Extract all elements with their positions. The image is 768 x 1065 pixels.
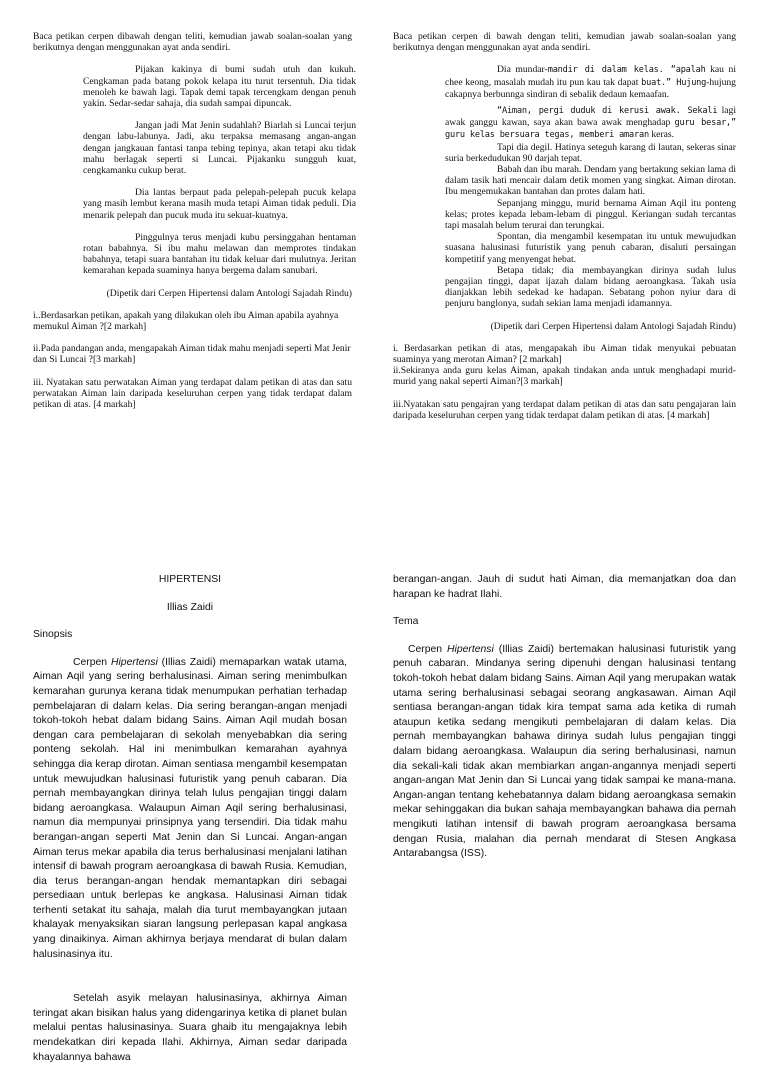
sinopsis-heading: Sinopsis [33,629,73,641]
right-excerpt-paragraph: Babah dan ibu marah. Dendam yang bertakung sekian lama di dalam tasik hati mencair dalam detik momen yang singkat. Aiman dirotan. Ibu mengemukakan bantahan dan protes dalam hati. [445,164,736,198]
right-excerpt-paragraph: “Aiman, pergi duduk di kerusi awak. Sekali lagi awak ganggu kawan, saya akan bawa awak menghadap guru besar,” guru kelas bersuara tegas, memberi amaran keras. [445,105,737,141]
right-excerpt-paragraph: Betapa tidak; dia membayangkan dirinya sudah lulus pengajian tinggi, dapat ijazah dalam bidang aeroangkasa. Takah usia dianjakkan lebih sedekad ke hadapan. Sebatang pohon nyiur dara di penjuru banglonya, sudah sekian lama menjadi idamannya. [445,264,736,310]
left-excerpt-paragraph: Dia lantas berpaut pada pelepah-pelepah pucuk kelapa yang masih lembut kerana masih muda tetapi Aiman tidak peduli. Dia menarik pelepah dan pucuk muda itu sekuat-kuatnya. [83,187,356,221]
right-excerpt-paragraph: Sepanjang minggu, murid bernama Aiman Aqil itu ponteng kelas; protes kepada lebam-lebam di pinggul. Keriangan sudah tercantas tapi masalah belum terurai dan terungkai. [445,197,736,232]
notes-right-column [393,573,736,862]
right-exercise [393,31,736,421]
handwritten-annotation: “Aiman, pergi duduk di kerusi awak. Sekali [497,106,718,117]
handwritten-annotation: mandir di dalam kelas. “apalah [547,65,706,76]
left-excerpt-paragraph: Pinggulnya terus menjadi kubu persinggahan hentaman rotan babahnya. Si ibu mahu melawan dan memprotes tindakan babahnya, tetapi suara bantahan itu tidak keluar dari mulutnya. Jeritan kemarahan kepada suaminya hanya bergema dalam sanubari. [83,231,356,277]
right-question-1: i. Berdasarkan petikan di atas, mengapakah ibu Aiman tidak menyukai pebuatan suaminya yang merotan Aiman? [2 markah] [393,342,736,366]
right-excerpt-paragraph: Dia mundar-mandir di dalam kelas. “apalah kau ni chee keong, masalah mudah itu pun kau tak dapat buat.” Hujung-hujung cakapnya berbunnga sindiran di sebalik dedaun kemaafan. [445,64,736,100]
left-question-3: iii. Nyatakan satu perwatakan Aiman yang terdapat dalam petikan di atas dan satu perwatakan Aiman lain daripada keseluruhan cerpen yang tidak terdapat dalam petikan di atas. [4 markah] [33,376,352,411]
right-excerpt [445,64,736,309]
notes-left-column [33,573,347,1065]
right-excerpt-paragraph: Spontan, dia mengambil kesempatan itu untuk mewujudkan suasana halusinasi futuristik yang penuh cabaran, disaluti persaingan kompetitif yang menyengat hebat. [445,231,736,265]
sinopsis-paragraph: Setelah asyik melayan halusinasinya, akhirnya Aiman teringat akan bisikan halus yang didengarinya ketika di planet bulan melalui pentas halusinasinya. Suara ghaib itu mengajaknya lebih mendekatkan diri kepada Ilahi. Akhirnya, Aiman sedar daripada khayalannya bahawa [33,993,347,1063]
left-exercise [33,31,356,411]
story-title: HIPERTENSI [158,574,222,585]
left-source: (Dipetik dari Cerpen Hipertensi dalam Antologi Sajadah Rindu) [106,287,352,299]
left-excerpt-paragraph: Pijakan kakinya di bumi sudah utuh dan kukuh. Cengkaman pada batang pokok kelapa itu turut tersentuh. Dia tidak menoleh ke bawah lagi. Tapak demi tapak tercengkam dengan penuh yakin. Sedar-sedar sahaja, dia sudah sampai dipuncak. [83,64,356,110]
sinopsis-paragraph: Cerpen Hipertensi (Illias Zaidi) memaparkan watak utama, Aiman Aqil yang sering berhalusinasi. Aiman sering menimbulkan kemarahan gurunya kerana tidak menumpukan perhatian terhadap pembelajaran di dalam kelas. Dia sering berangan-angan menjadi tokoh-tokoh hebat dalam bidang Sains. Aiman Aqil mudah bosan dengan cara pembelajaran di sekolah menyebabkan dia sering ponteng sekolah. Hal ini menimbulkan kemarahan ayahnya sehingga dia kerap dirotan. Aiman sentiasa mengambil kesempatan untuk mewujudkan halusinasi futuristik yang penuh cabaran. Dia pernah membayangkan dirinya telah lulus pengajian tinggi dalam bidang aeroangkasa. Walaupun Aiman Aqil sering berhalusinasi, namun dia mempunyai prinsipnya yang tersendiri. Dia tidak mahu berangan-angan seperti Mat Jenin dan Si Luncai. Angan-angan Aiman terus mekar apabila dia terus berhalusinasi menjalani latihan intensif di bawah program aeroangkasa di bawah Rusia. Kemudian, dia terus berangan-angan hendak memantapkan diri sebagai persediaan untuk berlepas ke angkasa. Halusinasi Aiman tidak terhenti setakat itu sahaja, malah dia turut membayangkan jutaan khalayak menyaksikan siaran langsung perlepasan kapal angkasa yang dinaikinya. Aiman akhirnya berjaya mendarat di bulan dalam halusinasinya itu. [33,656,348,960]
right-question-3: iii.Nyatakan satu pengajran yang terdapat dalam petikan di atas dan satu pengajaran lain daripada keseluruhan cerpen yang tidak terdapat dalam petikan di atas. [4 markah] [393,398,736,421]
handwritten-annotation: guru besar,” guru kelas bersuara tegas, memberi amaran [445,118,737,141]
left-question-2: ii.Pada pandangan anda, mengapakah Aiman tidak mahu menjadi seperti Mat Jenir dan Si Luncai ?[3 markah] [33,343,351,366]
left-question-1: i..Berdasarkan petikan, apakah yang dilakukan oleh ibu Aiman apabila ayahnya memukul Aiman ?[2 markah] [33,309,339,333]
left-instruction: Baca petikan cerpen dibawah dengan teliti, kemudian jawab soalan-soalan yang berikutnya dengan menggunakan ayat anda sendiri. [33,31,352,54]
right-instruction: Baca petikan cerpen di bawah dengan teliti, kemudian jawab soalan-soalan yang berikutnya dengan menggunakan ayat anda sendiri. [393,31,736,54]
left-excerpt [83,64,356,276]
left-excerpt-paragraph: Jangan jadi Mat Jenin sudahlah? Biarlah si Luncai terjun dengan labu-labunya. Jadi, aku terpaksa memasang angan-angan dengan jangkauan fantasi tanpa tebing tepinya, akan tetapi aku tidak mahu berlagak seperti si Luncai. Pijakanku sungguh kuat, cengkamanku cukup berat. [83,120,356,177]
right-question-2: ii.Sekiranya anda guru kelas Aiman, apakah tindakan anda untuk menghadapi murid-murid yang nakal seperti Aiman?[3 markah] [393,365,736,388]
tema-paragraph: Cerpen Hipertensi (Illias Zaidi) bertemakan halusinasi futuristik yang penuh cabaran. Mindanya sering dipenuhi dengan halusinasi tentang tokoh-tokoh hebat dalam bidang Sains. Aiman Aqil yang merupakan watak utama sering berhalusinasi sebagai seorang angkasawan. Aiman Aqil sentiasa berangan-angan tidak kira tempat sama ada ketika di rumah ataupun ketika sedang mengikuti pembelajaran di dalam kelas. Dia pernah membayangkan bahawa dirinya sudah lulus pengajian tinggi dalam bidang aeroangkasa. Walaupun dia sering berhalusinasi, namun dia sekali-kali tidak akan membiarkan angan-angannya menjadi seperti angan-angan Mat Jenin dan Si Luncai yang tidak sampai ke mana-mana. Angan-angan tentang kehebatannya dalam bidang aeroangkasa semakin mekar sehinggakan dia bukan sahaja membayangkan bahawa dia pernah mengikuti latihan intensif di bawah program aeroangkasa bersama dengan Rusia, malahan dia pernah mendarat di Stesen Angkasa Antarabangsa (ISS). [393,643,736,860]
tema-heading: Tema [393,616,419,628]
story-author: Illias Zaidi [166,601,214,613]
right-excerpt-paragraph: Tapi dia degil. Hatinya seteguh karang di lautan, sekeras sinar suria berkedudukan 90 darjah tepat. [445,141,736,164]
handwritten-annotation: buat.” Hujung [641,77,707,88]
sinopsis-continuation: berangan-angan. Jauh di sudut hati Aiman, dia memanjatkan doa dan harapan ke hadrat Ilahi. [393,574,736,600]
right-source: (Dipetik dari Cerpen Hipertensi dalam Antologi Sajadah Rindu) [490,320,736,332]
